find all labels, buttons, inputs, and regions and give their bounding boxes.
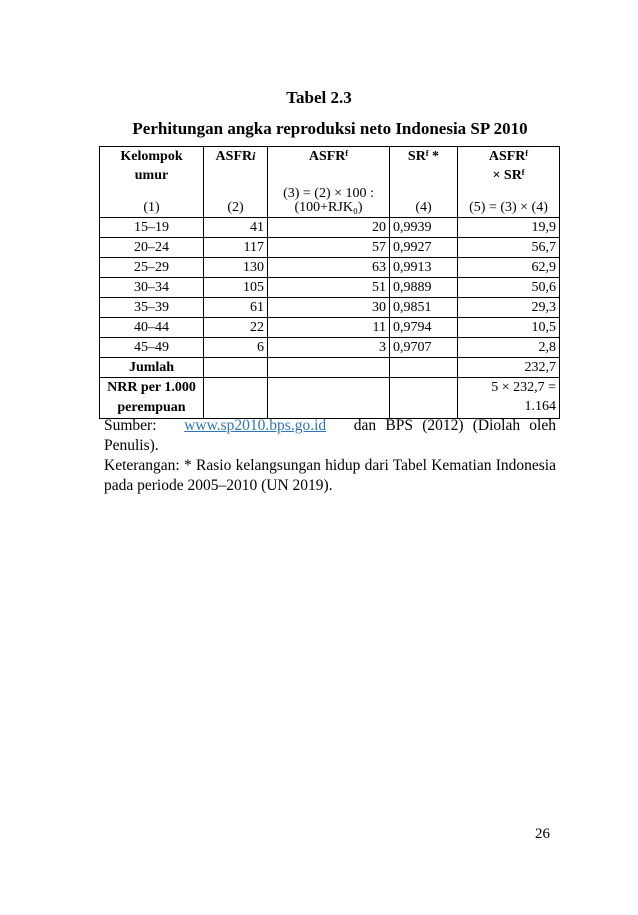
source-note	[104, 416, 556, 456]
page-number: 26	[535, 826, 550, 842]
cell-sr-f: 0,9794	[390, 318, 458, 338]
table-row	[100, 218, 560, 238]
header-kelompok-umur	[100, 147, 204, 218]
header-formula: (3) = (2) × 100 :	[283, 186, 374, 201]
cell-sr-f: 0,9851	[390, 298, 458, 318]
header-label: SRᶠ *	[407, 149, 440, 164]
empty-cell	[390, 358, 458, 378]
empty-cell	[204, 378, 268, 419]
empty-cell	[390, 378, 458, 419]
header-label-line2: umur	[134, 168, 169, 183]
cell-asfr-i: 22	[204, 318, 268, 338]
cell-sr-f: 0,9927	[390, 238, 458, 258]
cell-asfr-i: 41	[204, 218, 268, 238]
cell-product: 62,9	[458, 258, 560, 278]
header-formula-denominator: (100+RJK₀)	[294, 200, 363, 215]
header-label: ASFRᶠ	[308, 149, 349, 164]
header-label: ASFRi	[215, 149, 256, 164]
nrr-result: 1.164	[524, 399, 556, 414]
cell-asfr-f: 11	[268, 318, 390, 338]
cell-asfr-f: 3	[268, 338, 390, 358]
cell-asfr-f: 57	[268, 238, 390, 258]
cell-age-group: 45–49	[100, 338, 204, 358]
nrr-value	[458, 378, 560, 419]
cell-product: 10,5	[458, 318, 560, 338]
cell-sr-f: 0,9939	[390, 218, 458, 238]
empty-cell	[268, 358, 390, 378]
nrr-formula: 5 × 232,7 =	[491, 380, 556, 395]
cell-product: 56,7	[458, 238, 560, 258]
nrr-row	[100, 378, 560, 419]
total-label: Jumlah	[100, 358, 204, 378]
nrr-table	[99, 146, 560, 419]
header-column-number: (2)	[227, 200, 244, 215]
cell-product: 29,3	[458, 298, 560, 318]
table-row	[100, 278, 560, 298]
header-label-line2: × SRᶠ	[492, 168, 525, 183]
header-column-number: (1)	[143, 200, 160, 215]
cell-age-group: 15–19	[100, 218, 204, 238]
cell-sr-f: 0,9889	[390, 278, 458, 298]
cell-asfr-i: 117	[204, 238, 268, 258]
source-link[interactable]: www.sp2010.bps.go.id	[184, 417, 327, 434]
cell-asfr-f: 30	[268, 298, 390, 318]
table-row	[100, 238, 560, 258]
source-prefix: Sumber:	[104, 417, 157, 434]
cell-product: 19,9	[458, 218, 560, 238]
total-row	[100, 358, 560, 378]
cell-asfr-i: 6	[204, 338, 268, 358]
header-formula: (5) = (3) × (4)	[469, 200, 548, 215]
cell-asfr-i: 61	[204, 298, 268, 318]
header-label: ASFRᶠ	[488, 149, 529, 164]
cell-asfr-f: 63	[268, 258, 390, 278]
table-row	[100, 338, 560, 358]
cell-sr-f: 0,9707	[390, 338, 458, 358]
cell-sr-f: 0,9913	[390, 258, 458, 278]
cell-age-group: 35–39	[100, 298, 204, 318]
cell-asfr-i: 130	[204, 258, 268, 278]
table-title: Tabel 2.3	[286, 88, 352, 107]
cell-age-group: 30–34	[100, 278, 204, 298]
table-row	[100, 318, 560, 338]
footnote: Keterangan: * Rasio kelangsungan hidup dari Tabel Kematian Indonesia pada periode 2005–2010 (UN 2019).	[104, 457, 556, 494]
header-label: Kelompok	[120, 149, 183, 164]
nrr-label: NRR per 1.000 perempuan	[100, 378, 204, 419]
header-asfr-f	[268, 147, 390, 218]
total-value: 232,7	[458, 358, 560, 378]
empty-cell	[204, 358, 268, 378]
header-column-number: (4)	[415, 200, 432, 215]
table-row	[100, 298, 560, 318]
cell-product: 2,8	[458, 338, 560, 358]
cell-age-group: 40–44	[100, 318, 204, 338]
cell-age-group: 20–24	[100, 238, 204, 258]
table-header-row	[100, 147, 560, 218]
table-row	[100, 258, 560, 278]
cell-product: 50,6	[458, 278, 560, 298]
cell-asfr-f: 51	[268, 278, 390, 298]
table-subtitle: Perhitungan angka reproduksi neto Indonesia SP 2010	[132, 119, 528, 138]
header-sr-f	[390, 147, 458, 218]
source-suffix: dan BPS (2012) (Diolah oleh Penulis).	[104, 417, 556, 454]
empty-cell	[268, 378, 390, 419]
header-asfr-x-sr	[458, 147, 560, 218]
cell-asfr-f: 20	[268, 218, 390, 238]
cell-asfr-i: 105	[204, 278, 268, 298]
cell-age-group: 25–29	[100, 258, 204, 278]
header-asfr-i	[204, 147, 268, 218]
